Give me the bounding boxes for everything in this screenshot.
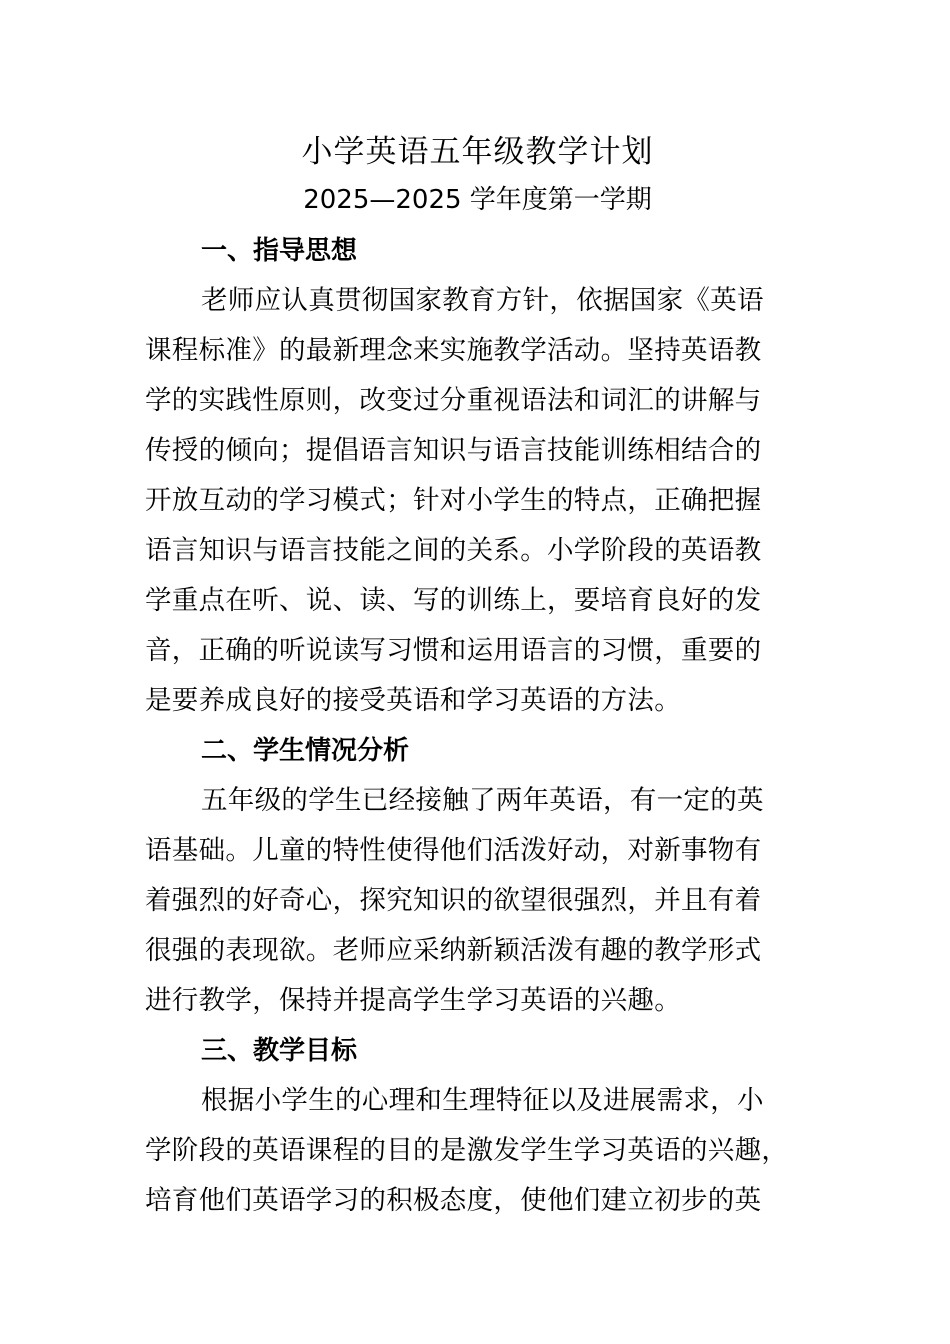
section-heading-student-analysis: 二、学生情况分析 bbox=[201, 736, 410, 766]
text-line: 传授的倾向；提倡语言知识与语言技能训练相结合的 bbox=[145, 435, 762, 466]
section-paragraph-guiding-ideology bbox=[145, 276, 810, 726]
text-line: 学阶段的英语课程的目的是激发学生学习英语的兴趣， bbox=[145, 1135, 789, 1166]
text-line: 着强烈的好奇心，探究知识的欲望很强烈，并且有着 bbox=[145, 885, 762, 916]
section-heading-guiding-ideology: 一、指导思想 bbox=[201, 236, 358, 266]
document-page bbox=[145, 128, 810, 1226]
text-line: 语基础。儿童的特性使得他们活泼好动，对新事物有 bbox=[145, 835, 762, 866]
text-line: 进行教学，保持并提高学生学习英语的兴趣。 bbox=[145, 985, 681, 1016]
text-line: 课程标准》的最新理念来实施教学活动。坚持英语教 bbox=[145, 335, 762, 366]
text-line: 五年级的学生已经接触了两年英语，有一定的英 bbox=[201, 785, 764, 816]
text-line: 学的实践性原则，改变过分重视语法和词汇的讲解与 bbox=[145, 385, 762, 416]
section-paragraph-student-analysis bbox=[145, 776, 810, 1026]
text-line: 开放互动的学习模式；针对小学生的特点，正确把握 bbox=[145, 485, 762, 516]
text-line: 老师应认真贯彻国家教育方针，依据国家《英语 bbox=[201, 285, 764, 316]
text-line: 很强的表现欲。老师应采纳新颖活泼有趣的教学形式 bbox=[145, 935, 762, 966]
section-paragraph-teaching-goals bbox=[145, 1076, 810, 1226]
section-heading-teaching-goals: 三、教学目标 bbox=[201, 1036, 358, 1066]
text-line: 语言知识与语言技能之间的关系。小学阶段的英语教 bbox=[145, 535, 762, 566]
text-line: 根据小学生的心理和生理特征以及进展需求，小 bbox=[201, 1085, 764, 1116]
text-line: 是要养成良好的接受英语和学习英语的方法。 bbox=[145, 685, 681, 716]
document-title: 小学英语五年级教学计划 bbox=[301, 134, 654, 170]
text-line: 学重点在听、说、读、写的训练上，要培育良好的发 bbox=[145, 585, 762, 616]
text-line: 音，正确的听说读写习惯和运用语言的习惯，重要的 bbox=[145, 635, 762, 666]
text-line: 培育他们英语学习的积极态度，使他们建立初步的英 bbox=[145, 1185, 762, 1216]
document-subtitle: 2025—2025 学年度第一学期 bbox=[303, 185, 652, 215]
